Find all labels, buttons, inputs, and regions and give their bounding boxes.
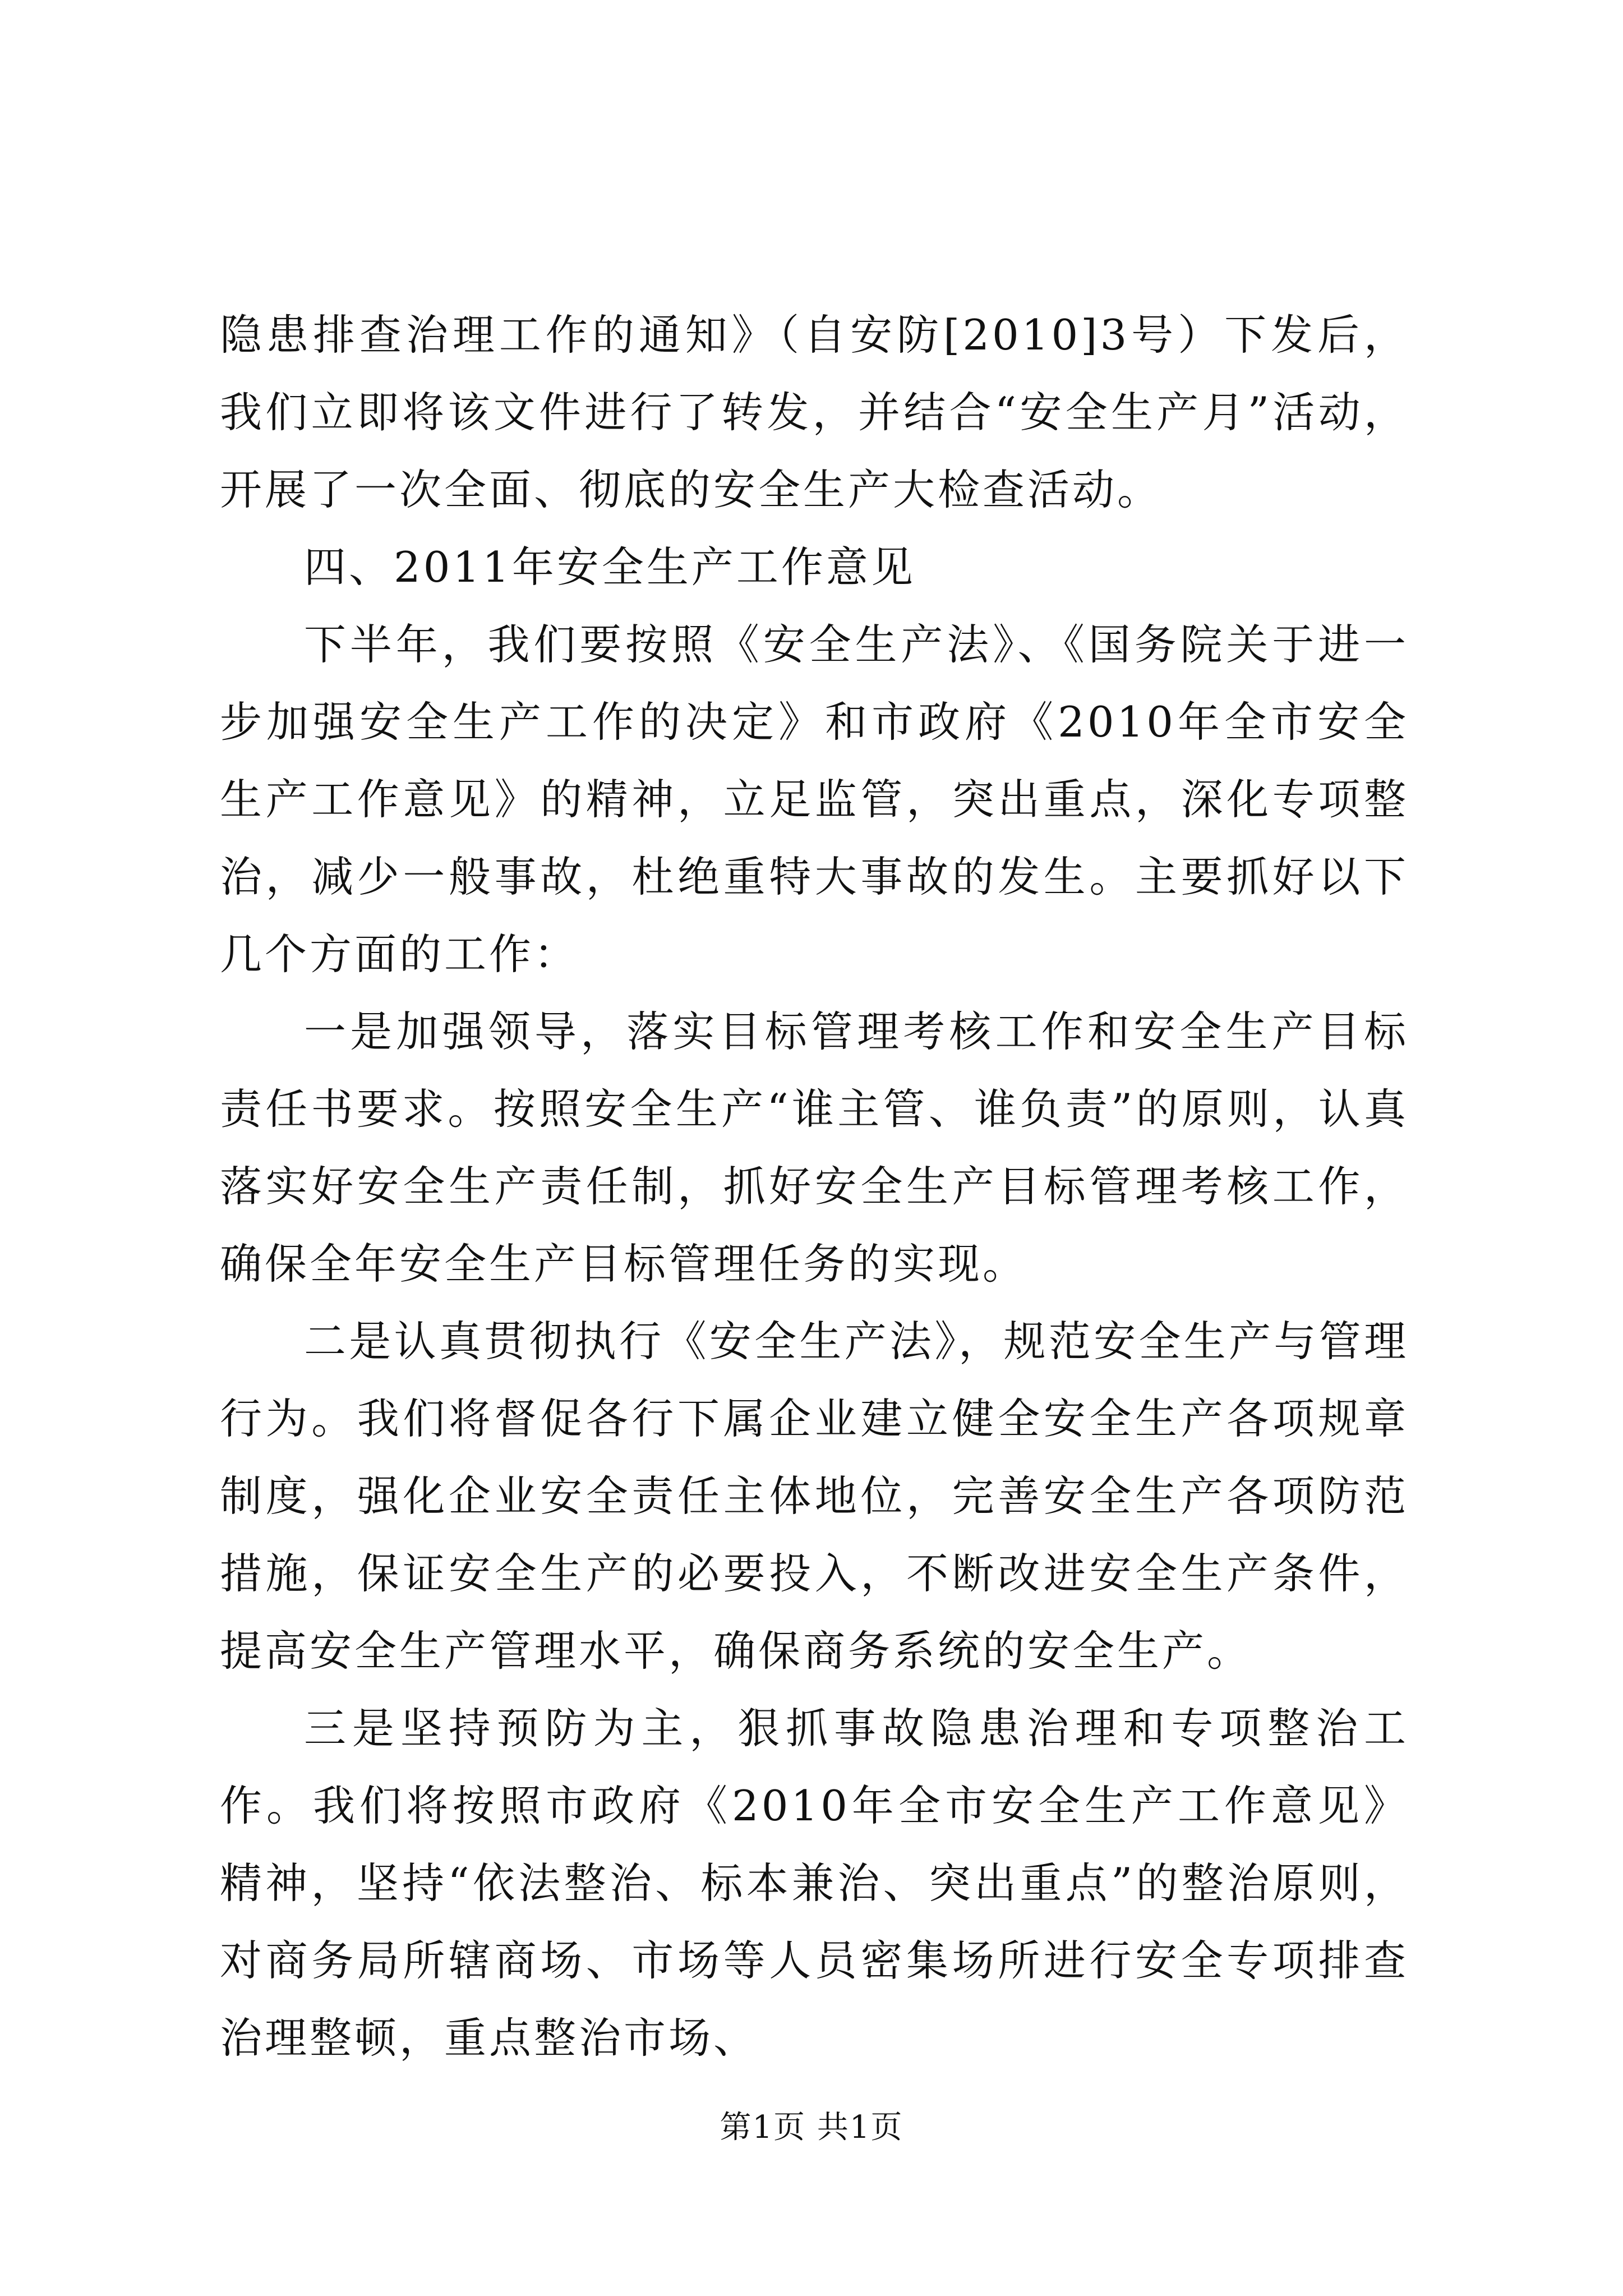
page-footer: 第1页 共1页 — [720, 2109, 903, 2146]
paragraph-continuation: 隐患排查治理工作的通知》（自安防[2010]3号）下发后，我们立即将该文件进行了转发，并结合“安全生产月”活动，开展了一次全面、彻底的安全生产大检查活动。 — [220, 310, 1409, 514]
document-body — [220, 296, 1409, 2077]
paragraph-intro: 下半年，我们要按照《安全生产法》、《国务院关于进一步加强安全生产工作的决定》和市政府《2010年全市安全生产工作意见》的精神，立足监管，突出重点，深化专项整治，减少一般事故，杜绝重特大事故的发生。主要抓好以下几个方面的工作： — [220, 620, 1409, 979]
paragraph-item-three: 三是坚持预防为主，狠抓事故隐患治理和专项整治工作。我们将按照市政府《2010年全市安全生产工作意见》精神，坚持“依法整治、标本兼治、突出重点”的整治原则，对商务局所辖商场、市场等人员密集场所进行安全专项排查治理整顿，重点整治市场、 — [220, 1704, 1409, 2063]
paragraph-item-one: 一是加强领导，落实目标管理考核工作和安全生产目标责任书要求。按照安全生产“谁主管、谁负责”的原则，认真落实好安全生产责任制，抓好安全生产目标管理考核工作，确保全年安全生产目标管理任务的实现。 — [220, 1007, 1409, 1289]
section-heading: 四、2011年安全生产工作意见 — [304, 542, 916, 592]
paragraph-item-two: 二是认真贯彻执行《安全生产法》，规范安全生产与管理行为。我们将督促各行下属企业建立健全安全生产各项规章制度，强化企业安全责任主体地位，完善安全生产各项防范措施，保证安全生产的必要投入，不断改进安全生产条件，提高安全生产管理水平，确保商务系统的安全生产。 — [220, 1317, 1409, 1676]
